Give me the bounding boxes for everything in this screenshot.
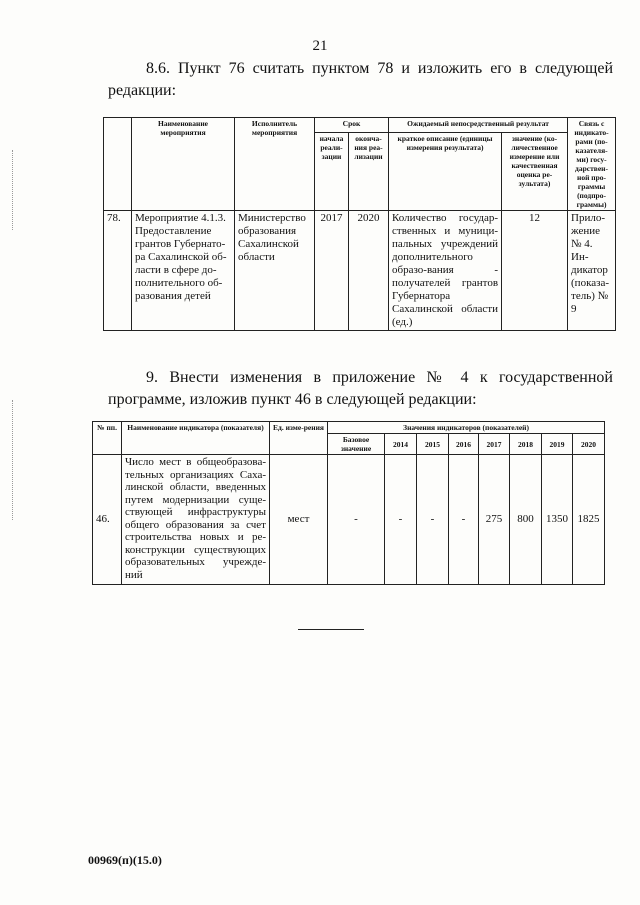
paragraph-9: 9. Внести изменения в приложение № 4 к государственной программе, изложив пункт 46 в следующей редакции: xyxy=(108,369,613,408)
row-value-2016: - xyxy=(449,455,479,585)
header-result-value: значение (ко-личественное измерение или качественная оценка ре-зультата) xyxy=(502,133,568,211)
row-executor: Министерство образования Сахалинской области xyxy=(235,211,315,331)
header-executor: Исполнитель мероприятия xyxy=(235,118,315,211)
row-link: Прило-жение № 4. Ин-дикатор (показа-тель) № 9 xyxy=(568,211,616,331)
scan-edge-mark xyxy=(12,400,13,520)
header-link: Связь с индикато-рами (по-казателя-ми) госу-дарствен-ной про-граммы (подпро-граммы) xyxy=(568,118,616,211)
row-indicator-name: Число мест в общеобразова-тельных организациях Саха-линской области, введенных путем модернизации суще-ствующей инфраструктуры общего образования за счет строительства новых и ре-конструкции существующих образовательных учрежде-ний xyxy=(122,455,270,585)
scan-edge-mark xyxy=(12,150,13,230)
indicator-table xyxy=(92,421,605,585)
header-year: 2018 xyxy=(510,434,542,455)
header-term: Срок xyxy=(315,118,389,133)
activity-table xyxy=(103,117,616,331)
header-expected-result: Ожидаемый непосредственный результат xyxy=(389,118,568,133)
row-base-value: - xyxy=(328,455,385,585)
closing-rule xyxy=(298,629,364,630)
row-value-2015: - xyxy=(417,455,449,585)
header-num: № пп. xyxy=(93,422,122,455)
row-num: 46. xyxy=(93,455,122,585)
row-value-2017: 275 xyxy=(479,455,510,585)
row-unit: мест xyxy=(270,455,328,585)
header-year: 2020 xyxy=(573,434,605,455)
row-value-2019: 1350 xyxy=(542,455,573,585)
document-code: 00969(п)(15.0) xyxy=(88,853,162,867)
header-indicator-name: Наименование индикатора (показателя) xyxy=(122,422,270,455)
row-result-value: 12 xyxy=(502,211,568,331)
row-result-desc: Количество государ-ственных и муници-пальных учреждений дополнительного образо-вания - получателей грантов Губернатора Сахалинской области (ед.) xyxy=(389,211,502,331)
row-term-end: 2020 xyxy=(349,211,389,331)
header-activity-name: Наименование мероприятия xyxy=(132,118,235,211)
row-value-2018: 800 xyxy=(510,455,542,585)
page-number: 21 xyxy=(312,38,328,54)
paragraph-8-6: 8.6. Пункт 76 считать пунктом 78 и изложить его в следующей редакции: xyxy=(108,60,613,99)
header-values: Значения индикаторов (показателей) xyxy=(328,422,605,434)
header-unit: Ед. изме-рения xyxy=(270,422,328,455)
row-num: 78. xyxy=(104,211,132,331)
row-value-2020: 1825 xyxy=(573,455,605,585)
row-term-start: 2017 xyxy=(315,211,349,331)
header-base-value: Базовое значение xyxy=(328,434,385,455)
header-term-start: начала реали-зации xyxy=(315,133,349,211)
header-term-end: оконча-ния реа-лизации xyxy=(349,133,389,211)
row-activity-name: Мероприятие 4.1.3. Предоставление грантов Губернато-ра Сахалинской об-ласти в сфере до-полнительного об-разования детей xyxy=(132,211,235,331)
header-year: 2014 xyxy=(385,434,417,455)
header-year: 2016 xyxy=(449,434,479,455)
header-result-desc: краткое описание (единицы измерения результата) xyxy=(389,133,502,211)
header-year: 2017 xyxy=(479,434,510,455)
header-year: 2015 xyxy=(417,434,449,455)
row-value-2014: - xyxy=(385,455,417,585)
header-year: 2019 xyxy=(542,434,573,455)
header-num-cell xyxy=(104,118,132,211)
